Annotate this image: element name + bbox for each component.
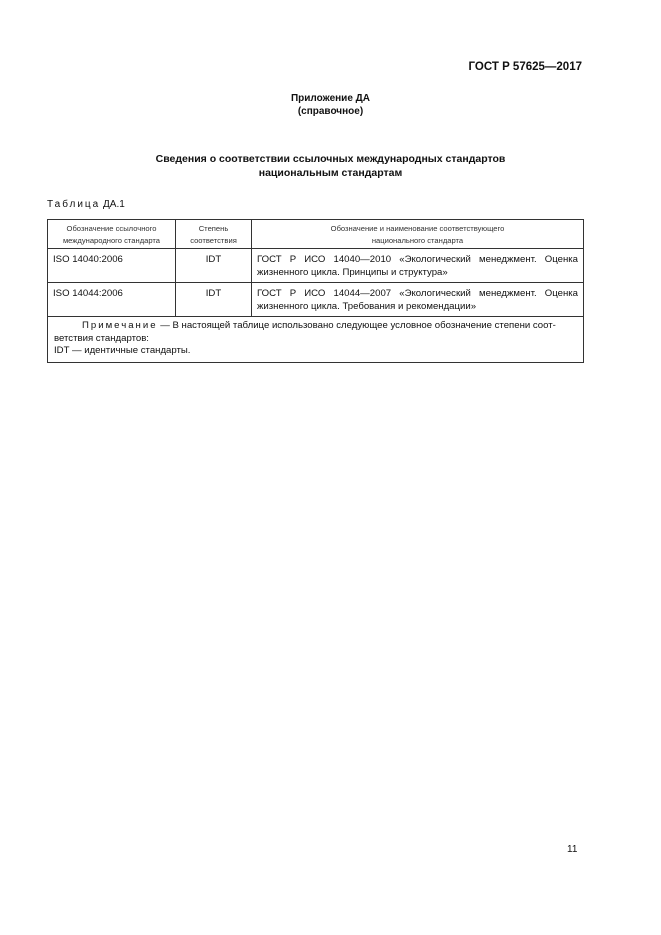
header-col2-line1: Степень: [198, 224, 229, 233]
page-number: 11: [567, 844, 578, 855]
annex-heading-line1: Сведения о соответствии ссылочных международных стандартов: [155, 153, 506, 165]
annex-title: Приложение ДА: [290, 93, 371, 104]
table-note-row: [48, 317, 584, 363]
note-label: Примечание: [82, 320, 158, 331]
document-code: ГОСТ Р 57625—2017: [468, 61, 582, 73]
correspondence-table: [47, 219, 584, 363]
cell-degree: IDT: [176, 249, 252, 283]
table-row: [48, 249, 584, 283]
header-col1-line1: Обозначение ссылочного: [66, 224, 157, 233]
cell-degree: IDT: [176, 283, 252, 317]
header-degree: [176, 220, 252, 249]
note-line1: [54, 320, 577, 333]
header-col2-line2: соответствия: [190, 235, 237, 245]
annex-heading-line2: национальным стандартам: [258, 167, 403, 179]
table-caption-prefix: Таблица: [47, 199, 101, 210]
header-international-standard: [48, 220, 176, 249]
cell-national-line2: жизненного цикла. Требования и рекомендации»: [257, 300, 477, 312]
header-col3-line1: Обозначение и наименование соответствующего: [330, 224, 505, 233]
cell-international: ISO 14044:2006: [48, 283, 176, 317]
table-caption: [47, 199, 125, 210]
table-header-row: [48, 220, 584, 249]
cell-national: [252, 283, 584, 317]
cell-national-line1: ГОСТ Р ИСО 14044—2007 «Экологический менеджмент. Оценка: [257, 288, 578, 299]
note-line2: ветствия стандартов:: [54, 332, 149, 344]
cell-international: ISO 14040:2006: [48, 249, 176, 283]
cell-national: [252, 249, 584, 283]
note-line3: IDT — идентичные стандарты.: [54, 345, 191, 356]
annex-subtitle: (справочное): [297, 106, 364, 117]
cell-national-line2: жизненного цикла. Принципы и структура»: [257, 266, 448, 278]
header-col3-line2: национального стандарта: [371, 235, 464, 245]
header-col1-line2: международного стандарта: [62, 235, 161, 245]
header-national-standard: [252, 220, 584, 249]
table-note: [48, 317, 584, 363]
note-text: — В настоящей таблице использовано следующее условное обозначение степени соот-: [157, 320, 556, 331]
cell-national-line1: ГОСТ Р ИСО 14040—2010 «Экологический менеджмент. Оценка: [257, 254, 578, 265]
table-caption-number: ДА.1: [103, 199, 125, 210]
table-row: [48, 283, 584, 317]
